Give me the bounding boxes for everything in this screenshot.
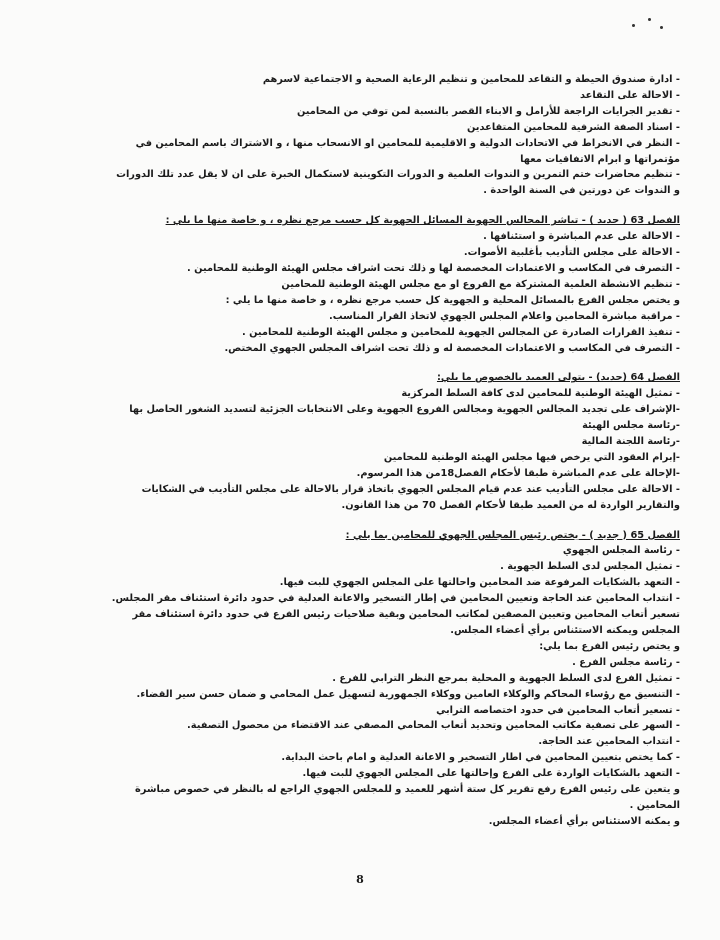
text-line: والتقارير الواردة له من العميد طبقا لأحكام الفصل 70 من هذا القانون. — [341, 499, 680, 511]
text-line: - الاحالة على التقاعد — [579, 89, 680, 101]
text-line: - الاحالة على عدم المباشرة و استئنافها . — [483, 231, 680, 243]
text-line: المحامين . — [629, 799, 680, 811]
section-article-65 — [40, 528, 680, 830]
text-line: و يتعين على رئيس الفرع رفع تقرير كل ستة أشهر للعميد و للمجلس الجهوي الراجع له بالنظر في خصوص مباشرة — [135, 784, 680, 796]
scan-speck — [632, 24, 635, 27]
text-line: - تنظيم محاضرات ختم التمرين و الندوات العلمية و الدورات التكوينية لاستكمال الخبرة على ان لا يقل عدد تلك الدورات — [116, 169, 680, 181]
text-line: - انتداب المحامين عند الحاجة وتعيين المحامين في إطار التسخير والاعانة العدلية في حدود دائرة استئناف مقر المجلس. — [111, 593, 680, 605]
text-line: - تقدير الجرايات الراجعة للأرامل و الابناء القصر بالنسبة لمن توفي من المحامين — [296, 105, 680, 117]
text-line: - الاحالة على مجلس التأديب بأغلبية الأصوات. — [463, 247, 680, 259]
text-line: - رئاسة مجلس الفرع . — [572, 656, 680, 668]
text-line: - تمثيل الهيئة الوطنية للمحامين لدى كافة السلط المركزية — [401, 388, 680, 400]
text-line: تسعير أتعاب المحامين وتعيين المصفين لمكاتب المحامين وبقية صلاحيات رئيس الفرع في حدود دائرة استئناف مقر — [132, 609, 680, 621]
text-line: - الاحالة على مجلس التأديب عند عدم قيام المجلس الجهوي باتخاذ قرار بالاحالة على مجلس التأديب في الشكايات — [141, 483, 680, 495]
text-line: - التنسيق مع رؤساء المحاكم والوكلاء العامين ووكلاء الجمهورية لتسهيل عمل المحامي و ضمان حسن سير القضاء. — [136, 688, 680, 700]
text-line: - كما يختص بتعيين المحامين في اطار التسخير و الاعانة العدلية و امام باحث البداية. — [281, 752, 680, 764]
text-line: -رئاسة مجلس الهيئة — [582, 420, 680, 432]
page-number: 8 — [356, 873, 364, 886]
text-line: - تمثيل الفرع لدى السلط الجهوية و المحلية بمرجع النظر الترابي للفرع . — [332, 672, 680, 684]
text-line: - اسناد الصفة الشرفية للمحامين المتقاعدين — [466, 121, 680, 133]
text-line: - تنفيذ القرارات الصادرة عن المجالس الجهوية للمحامين و مجلس الهيئة الوطنية للمحامين . — [241, 326, 680, 338]
text-line: و يختص رئيس الفرع بما يلي: — [539, 640, 680, 652]
text-line: - التصرف في المكاسب و الاعتمادات المخصصة له و ذلك تحت اشراف المجلس الجهوي المختص. — [224, 342, 680, 354]
text-line: و يختص مجلس الفرع بالمسائل المحلية و الجهوية كل حسب مرجع نظره ، و خاصة منها ما يلي : — [225, 294, 680, 306]
article-heading: الفصل 63 ( جديد ) - تباشر المجالس الجهوية المسائل الجهوية كل حسب مرجع نظره ، و خاصة منها ما يلي : — [165, 215, 680, 227]
text-line: - النظر في الانخراط في الاتحادات الدولية و الاقليمية للمحامين او الانسحاب منها ، و الاشتراك باسم المحامين في — [135, 137, 680, 149]
article-heading: الفصل 65 ( جديد ) - يختص رئيس المجلس الجهوي للمحامين بما يلي : — [345, 529, 680, 541]
scan-speck — [648, 18, 651, 21]
text-line: مؤتمراتها و ابرام الاتفاقيات معها — [520, 153, 680, 165]
text-line: - السهر على تصفية مكاتب المحامين وتحديد أتعاب المحامي المصفي عند الاقتضاء من محصول التصفية. — [187, 720, 680, 732]
document-body — [40, 72, 680, 830]
text-line: - تنظيم الانشطة العلمية المشتركة مع الفروع او مع مجلس الهيئة الوطنية للمحامين — [281, 278, 680, 290]
text-line: -إبرام العقود التي يرخص فيها مجلس الهيئة الوطنية للمحامين — [383, 451, 680, 463]
text-line: و يمكنه الاستئناس برأي أعضاء المجلس. — [488, 815, 680, 827]
section-article-64 — [40, 370, 680, 513]
text-line: المجلس ويمكنه الاستئناس برأي أعضاء المجلس. — [450, 625, 680, 636]
text-line: - تسعير أتعاب المحامين في حدود اختصاصه الترابي — [436, 704, 680, 716]
text-line: -رئاسة اللجنة المالية — [581, 436, 680, 448]
text-line: - التصرف في المكاسب و الاعتمادات المخصصة لها و ذلك تحت اشراف مجلس الهيئة الوطنية للمحامين . — [187, 262, 680, 274]
text-line: - تمثيل المجلس لدى السلط الجهوية . — [500, 561, 680, 573]
text-line: - ادارة صندوق الحيطة و التقاعد للمحامين و تنظيم الرعاية الصحية و الاجتماعية لاسرهم — [262, 74, 680, 85]
scan-speck — [660, 26, 663, 29]
section-article-63 — [40, 213, 680, 356]
text-line: - انتداب المحامين عند الحاجة. — [538, 736, 680, 748]
text-line: -الإشراف على تجديد المجالس الجهوية ومجالس الفروع الجهوية وعلى الانتخابات الجزئية لتسديد الشغور الحاصل بها — [129, 404, 680, 416]
text-line: -الإحالة على عدم المباشرة طبقا لأحكام الفصل18من هذا المرسوم. — [356, 467, 680, 479]
section-general-duties — [40, 72, 680, 199]
article-heading: الفصل 64 (جديد) - يتولى العميد بالخصوص ما يلي: — [436, 372, 680, 384]
text-line: - التعهد بالشكايات الواردة على الفرع وإحالتها على المجلس الجهوي للبت فيها. — [302, 768, 680, 780]
text-line: - التعهد بالشكايات المرفوعة ضد المحامين واحالتها على المجلس الجهوي للبت فيها. — [279, 577, 680, 589]
text-line: - رئاسة المجلس الجهوي — [562, 545, 680, 557]
text-line: و الندوات عن دورتين في السنة الواحدة . — [483, 185, 680, 197]
text-line: - مراقبة مباشرة المحامين واعلام المجلس الجهوي لاتخاذ القرار المناسب. — [328, 310, 680, 322]
